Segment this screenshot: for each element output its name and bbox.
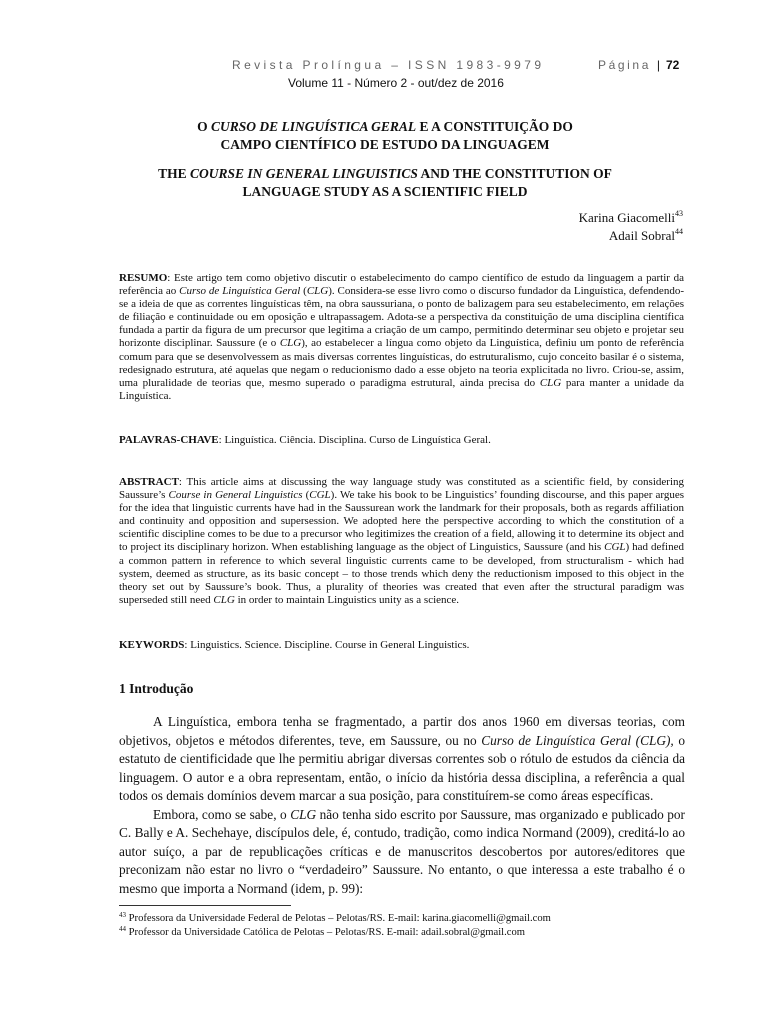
resumo-block — [119, 272, 684, 403]
footnote-number: 44 — [119, 925, 126, 933]
resumo-text: ), ao estabelecer a língua como objeto da Linguística, definiu um ponto de referência comum para que se desenvolvessem as mais diversas correntes linguísticas, do estruturalismo, cujo conceito basilar é o sistema, redesignado estrutura, até aquelas que negam o reducionismo dado a esse objeto na teoria explicitada no livro. Criou-se, assim, uma pluralidade de teorias que, mesmo superado o paradigma estrutural, ainda precisa do — [119, 337, 684, 389]
title-pt-line2: CAMPO CIENTÍFICO DE ESTUDO DA LINGUAGEM — [220, 137, 550, 152]
footnote-marker: 43 — [675, 209, 683, 218]
author-name: Adail Sobral — [608, 228, 675, 243]
paragraph-text: o estatuto de cientificidade que lhe permitiu abrigar diversas correntes sob o rótulo de estudos da ciência da linguagem. O autor e a obra representam, então, o início da história dessa disciplina, a referência a qual todos os demais domínios devem marcar a sua posição, para constituírem-se como áreas específicas. — [119, 732, 685, 803]
resumo-text: : Este artigo tem como objetivo discutir o estabelecimento do campo científico de estudo da linguagem a partir da referência ao — [119, 272, 684, 298]
paragraph-text: A Linguística, embora tenha se fragmentado, a partir dos anos 1960 em diversas teorias, com objetivos, objetos e métodos diferentes, teve, em Saussure, ou no — [119, 714, 685, 748]
keywords-text: : Linguistics. Science. Discipline. Course in General Linguistics. — [184, 639, 470, 651]
palavras-chave-label: PALAVRAS-CHAVE — [119, 434, 219, 446]
paragraph — [119, 806, 685, 899]
palavras-chave-text: : Linguística. Ciência. Disciplina. Curso de Linguística Geral. — [218, 434, 491, 446]
title-pt-prefix: O — [197, 119, 211, 134]
title-en-prefix: THE — [158, 166, 190, 181]
resumo-italic: CLG — [306, 285, 329, 298]
footnote-number: 43 — [119, 911, 126, 919]
resumo-label: RESUMO — [119, 272, 168, 284]
paragraph-text: não tenha sido escrito por Saussure, mas organizado e publicado por C. Bally e A. Sechehaye, discípulos dele, é, contudo, tradição, como indica Normand (2009), creditá-lo ao autor suíço, a par de republicações críticas e de manuscritos descobertos por autores/editores que preconizam não estar no livro o “verdadeiro” Saussure. No entanto, o que interessa a este trabalho é o mesmo que importa a Normand (idem, p. 99): — [119, 806, 685, 896]
abstract-italic: CGL — [309, 489, 331, 502]
journal-header: Revista Prolíngua – ISSN 1983-9979 — [232, 58, 545, 72]
page-number: 72 — [665, 58, 680, 72]
body-text — [119, 713, 685, 898]
footnote — [119, 926, 699, 939]
keywords — [119, 639, 684, 652]
title-portuguese — [120, 118, 650, 154]
footnote-marker: 44 — [675, 227, 683, 236]
author — [579, 209, 683, 227]
resumo-italic: CLG — [279, 337, 302, 350]
abstract-italic: CLG — [213, 593, 235, 606]
abstract-text: ( — [302, 489, 310, 502]
abstract-text: ) had defined a common pattern in reference to which several linguistic currents came to be developed, from structuralism - which had system, deemed as structure, as its basic concept – to those trends which deny the reductionism imposed to this object in the theory set out by Saussure’s book. Thus, a plurality of theories was created that even after the structural paradigm was superseded still need — [119, 541, 684, 606]
title-pt-italic: CURSO DE LINGUÍSTICA GERAL — [210, 119, 417, 134]
title-english — [120, 165, 650, 201]
title-en-italic: COURSE IN GENERAL LINGUISTICS — [189, 166, 418, 181]
resumo-italic: Curso de Linguística Geral — [179, 285, 301, 298]
paragraph-italic: Curso de Linguística Geral (CLG), — [481, 732, 674, 748]
paragraph-text: Embora, como se sabe, o — [153, 806, 291, 822]
page-number-label: Página | 72 — [598, 58, 680, 72]
abstract-text: ). We take his book to be Linguistics’ founding discourse, and this paper argues for the idea that linguistic currents have had in the Saussurean work the landmark for their proposals, both as regards affiliation and continuity and opposition and supersession. We adopted here the perspective according to which the constitution of a scientific discipline comes to be due to a precursor who legitimizes the creation of a field, allowing it to determine its object and to project its disciplinary horizon. When establishing language as the object of Linguistics, Saussure (and his — [119, 489, 685, 554]
abstract-block — [119, 476, 684, 607]
footnote — [119, 912, 699, 925]
resumo-text: ( — [300, 285, 307, 298]
author — [579, 227, 683, 245]
title-en-rest: AND THE CONSTITUTION OF — [417, 166, 612, 181]
abstract-label: ABSTRACT — [119, 476, 179, 488]
abstract-text: in order to maintain Linguistics unity as a science. — [234, 593, 460, 606]
paragraph — [119, 713, 685, 806]
resumo-italic: CLG — [539, 376, 562, 389]
abstract-italic: CGL — [604, 541, 626, 554]
volume-issue: Volume 11 - Número 2 - out/dez de 2016 — [288, 76, 504, 90]
keywords-label: KEYWORDS — [119, 639, 185, 651]
palavras-chave — [119, 434, 684, 447]
title-en-line2: LANGUAGE STUDY AS A SCIENTIFIC FIELD — [242, 184, 528, 199]
resumo-text: para manter a unidade da Linguística. — [119, 376, 684, 402]
section-heading: 1 Introdução — [119, 681, 194, 696]
paragraph-italic: CLG — [290, 806, 317, 822]
abstract-italic: Course in General Linguistics — [168, 489, 303, 502]
abstract-text: : This article aims at discussing the way language study was constituted as a scientific field, by considering Saussure’s — [119, 476, 684, 502]
page-label: Página — [598, 58, 651, 72]
footnote-divider — [119, 905, 291, 906]
author-name: Karina Giacomelli — [578, 210, 675, 225]
title-pt-rest: E A CONSTITUIÇÃO DO — [416, 119, 573, 134]
footnote-text: Professor da Universidade Católica de Pelotas – Pelotas/RS. E-mail: adail.sobral@gmail.com — [126, 927, 525, 938]
resumo-text: ). Considera-se esse livro como o discurso fundador da Linguística, defendendo-se a ideia de que as correntes linguísticas têm, na obra saussuriana, o ponto de balizagem para seu estabelecimento, em relações de filiação e continuidade ou em oposição e ultrapassagem. Adota-se a perspectiva da constituição de uma disciplina científica fundada a partir da figura de um precursor que legitima a criação de um campo, permitindo determinar seu objeto e projetar seu horizonte disciplinar. Saussure (e o — [119, 285, 684, 350]
author-list — [579, 209, 683, 245]
footnote-text: Professora da Universidade Federal de Pelotas – Pelotas/RS. E-mail: karina.giacomelli@gmail.com — [126, 913, 551, 924]
